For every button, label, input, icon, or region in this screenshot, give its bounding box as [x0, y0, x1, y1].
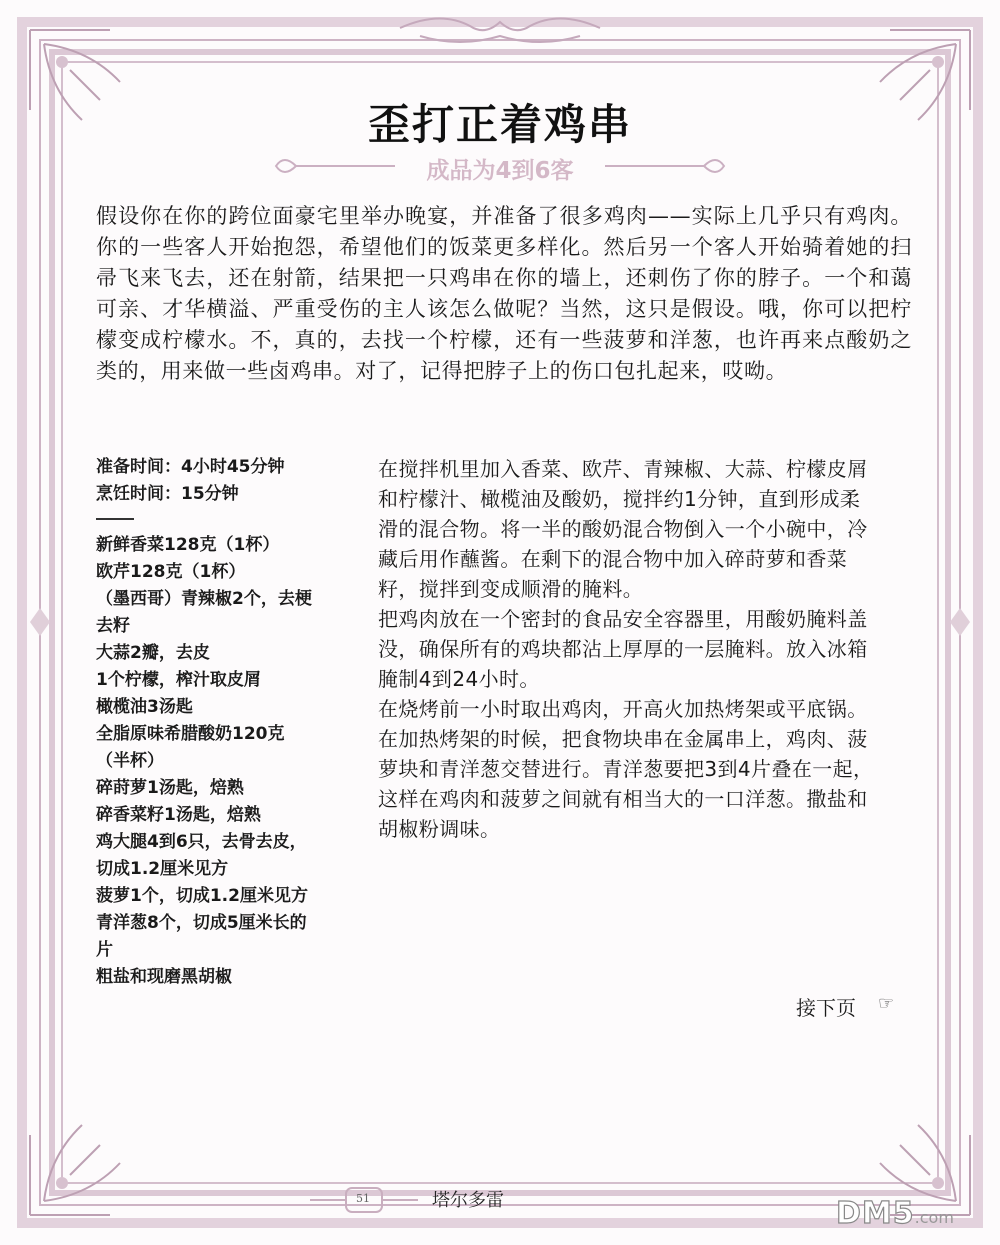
watermark-main: DM5: [836, 1196, 915, 1231]
footer-title: 塔尔多雷: [432, 1190, 504, 1211]
watermark-sub: .com: [914, 1208, 954, 1227]
ingredient-item: 鸡大腿4到6只，去骨去皮，切成1.2厘米见方: [96, 832, 307, 879]
instructions-column: [378, 454, 878, 844]
ingredient-item: 大蒜2瓣，去皮: [96, 643, 210, 663]
yield-banner: [270, 148, 730, 188]
ingredient-item: （墨西哥）青辣椒2个，去梗去籽: [96, 589, 312, 636]
ingredient-item: 粗盐和现磨黑胡椒: [96, 967, 232, 987]
instruction-step: 在烧烤前一小时取出鸡肉，开高火加热烤架或平底锅。: [378, 697, 868, 721]
site-watermark: [836, 1196, 954, 1231]
recipe-title: 歪打正着鸡串: [367, 100, 632, 149]
continue-next-page: 接下页: [796, 996, 856, 1020]
ingredient-item: 1个柠檬，榨汁取皮屑: [96, 670, 261, 690]
prep-time: 准备时间：4小时45分钟: [96, 457, 285, 477]
recipe-yield: 成品为4到6客: [426, 158, 574, 184]
divider: [96, 518, 134, 520]
ingredient-item: 碎香菜籽1汤匙，焙熟: [96, 805, 261, 825]
cook-time: 烹饪时间：15分钟: [96, 484, 239, 504]
recipe-intro: 假设你在你的跨位面豪宅里举办晚宴，并准备了很多鸡肉——实际上几乎只有鸡肉。你的一些客人开始抱怨，希望他们的饭菜更多样化。然后另一个客人开始骑着她的扫帚飞来飞去，还在射箭，结果把一只鸡串在你的墙上，还刺伤了你的脖子。一个和蔼可亲、才华横溢、严重受伤的主人该怎么做呢？当然，这只是假设。哦，你可以把柠檬变成柠檬水。不，真的，去找一个柠檬，还有一些菠萝和洋葱，也许再来点酸奶之类的，用来做一些卤鸡串。对了，记得把脖子上的伤口包扎起来，哎呦。: [96, 204, 912, 383]
ingredients-column: [96, 454, 314, 991]
ingredient-item: 橄榄油3汤匙: [96, 697, 193, 717]
ingredient-item: 全脂原味希腊酸奶120克（半杯）: [96, 724, 285, 771]
ingredient-item: 新鲜香菜128克（1杯）: [96, 535, 280, 555]
ingredient-item: 欧芹128克（1杯）: [96, 562, 246, 582]
pointing-hand-icon: ☞: [878, 993, 895, 1014]
instruction-step: 在加热烤架的时候，把食物块串在金属串上，鸡肉、菠萝块和青洋葱交替进行。青洋葱要把3到4片叠在一起，这样在鸡肉和菠萝之间就有相当大的一口洋葱。撒盐和胡椒粉调味。: [378, 727, 874, 841]
ingredient-item: 菠萝1个，切成1.2厘米见方: [96, 886, 308, 906]
page-number: 51: [356, 1192, 370, 1205]
instruction-step: 把鸡肉放在一个密封的食品安全容器里，用酸奶腌料盖没，确保所有的鸡块都沾上厚厚的一层腌料。放入冰箱腌制4到24小时。: [378, 607, 868, 691]
ingredient-item: 碎莳萝1汤匙，焙熟: [96, 778, 244, 798]
instruction-step: 在搅拌机里加入香菜、欧芹、青辣椒、大蒜、柠檬皮屑和柠檬汁、橄榄油及酸奶，搅拌约1分钟，直到形成柔滑的混合物。将一半的酸奶混合物倒入一个小碗中，冷藏后用作蘸酱。在剩下的混合物中加入碎莳萝和香菜籽，搅拌到变成顺滑的腌料。: [378, 457, 868, 601]
ingredient-item: 青洋葱8个，切成5厘米长的片: [96, 913, 307, 960]
